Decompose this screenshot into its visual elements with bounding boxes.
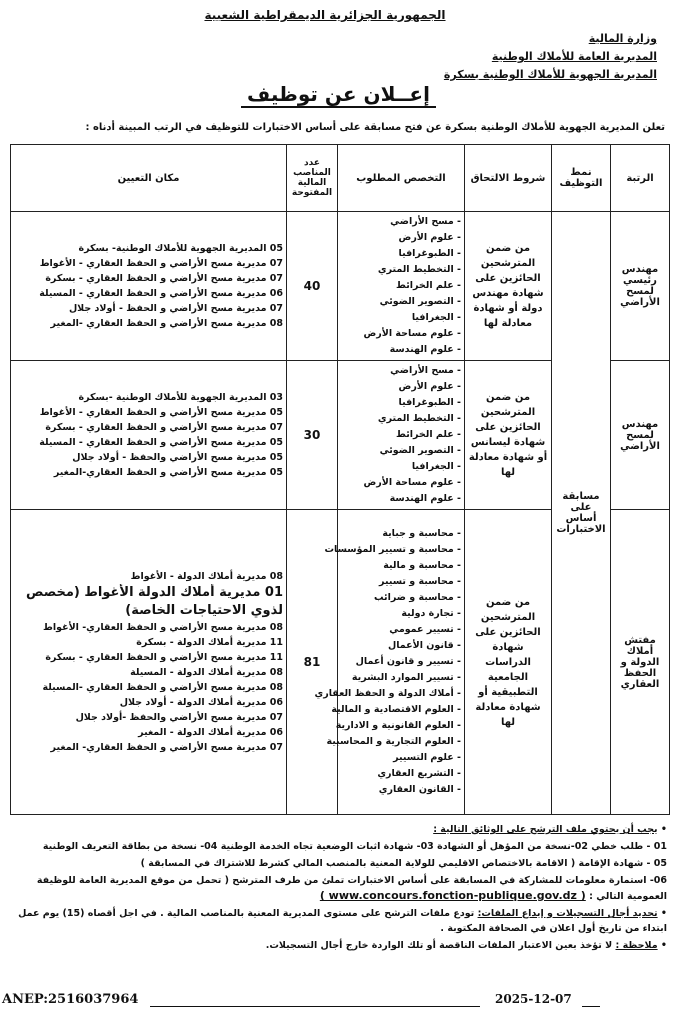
location-cell xyxy=(11,361,287,510)
specialty-item: - تسيير الموارد البشرية xyxy=(341,670,461,686)
specialty-item: - علوم الهندسة xyxy=(341,342,461,358)
positions-cell: 40 xyxy=(287,212,338,361)
specialty-item: - علم الخرائط xyxy=(341,427,461,443)
documents-item-1: 01 - طلب خطي 02-نسخة من المؤهل أو الشهادة 03- شهادة اثبات الوضعية تجاه الخدمة الوطنية 04- نسخة من بطاقة التعريف الوطنية xyxy=(42,841,667,852)
anep-reference: ANEP:2516037964 xyxy=(2,992,139,1007)
header-conditions: شروط الالتحاق xyxy=(465,145,552,212)
specialty-item: - التخطيط المتري xyxy=(341,411,461,427)
location-item: 05 مديرية مسح الأراضي و الحفظ العقاري - الأغواط xyxy=(39,407,283,418)
specialty-item: - أملاك الدولة و الحفظ العقاري xyxy=(341,686,461,702)
specialty-item: - التصوير الضوئي xyxy=(341,443,461,459)
location-item: 07 مديرية مسح الأراضي و الحفظ العقاري- المغير xyxy=(50,742,283,753)
intro-text: تعلن المديرية الجهوية للأملاك الوطنية بسكرة عن فتح مسابقة على أساس الاختبارات للتوظيف في الرتب المبينة أدناه : xyxy=(85,122,665,133)
publication-date: 2025-12-07 xyxy=(495,992,572,1006)
documents-item-2: 05 - شهادة الإقامة ( الاقامة بالاختصاص الاقليمي للولاية المعنية بالمنصب المالي كشرط للاشتراك في المسابقة ) xyxy=(140,858,667,869)
website-link[interactable]: ( www.concours.fonction-publique.gov.dz ) xyxy=(319,889,586,902)
specialty-item: - علوم الأرض xyxy=(341,230,461,246)
specialty-item: - تجارة دولية xyxy=(341,606,461,622)
specialty-item: - الجغرافيا xyxy=(341,310,461,326)
footer-divider xyxy=(150,1006,480,1007)
location-item: 05 مديرية مسح الأراضي و الحفظ العقاري-المغير xyxy=(53,467,283,478)
mode-cell: مسابقة على أساس الاختبارات xyxy=(552,212,611,815)
location-item: 11 مديرية مسح الأراضي و الحفظ العقاري - بسكرة xyxy=(45,652,283,663)
specialty-cell xyxy=(338,212,465,361)
specialty-item: - القانون العقاري xyxy=(341,782,461,798)
location-item: 03 المديرية الجهوية للأملاك الوطنية -بسكرة xyxy=(78,392,283,403)
specialty-item: - العلوم الاقتصادية و المالية xyxy=(341,702,461,718)
specialty-item: - مسح الأراضي xyxy=(341,214,461,230)
specialty-item: - تسيير و قانون أعمال xyxy=(341,654,461,670)
specialty-list xyxy=(341,214,461,358)
location-item: 07 مديرية مسح الأراضي والحفظ -أولاد جلال xyxy=(75,712,283,723)
location-item: 08 مديرية مسح الأراضي و الحفظ العقاري -المسيلة xyxy=(42,682,283,693)
specialty-item: - التخطيط المتري xyxy=(341,262,461,278)
specialty-item: - محاسبة و ضرائب xyxy=(341,590,461,606)
deadline-label: تحديد أجال التسجيلات و إيداع الملفات: xyxy=(477,908,658,919)
header-location: مكان التعيين xyxy=(11,145,287,212)
location-item: 06 مديرية أملاك الدولة - المغير xyxy=(138,727,283,738)
issuer-block xyxy=(397,30,657,84)
location-item: 07 مديرية مسح الأراضي و الحفظ العقاري - بسكرة xyxy=(45,422,283,433)
deadline-note xyxy=(10,906,667,936)
specialty-item: - مسح الأراضي xyxy=(341,363,461,379)
page-title-text: إعــلان عن توظيف xyxy=(241,82,436,108)
location-item: 06 مديرية أملاك الدولة - أولاد جلال xyxy=(119,697,283,708)
location-cell xyxy=(11,510,287,815)
positions-cell: 30 xyxy=(287,361,338,510)
documents-item-3 xyxy=(10,873,667,904)
specialty-item: - محاسبة و تسيير المؤسسات xyxy=(341,542,461,558)
rank-cell: مهندس رئيسي لمسح الأراضي xyxy=(611,212,670,361)
positions-cell: 81 xyxy=(287,510,338,815)
file-heading xyxy=(10,822,667,837)
conditions-cell: من ضمن المترشحين الحائزين على شهادة مهندس دولة أو شهادة معادلة لها xyxy=(465,212,552,361)
specialty-cell xyxy=(338,361,465,510)
footer xyxy=(0,990,677,1014)
footer-divider-short xyxy=(582,1006,600,1007)
location-item: 05 مديرية مسح الأراضي و الحفظ العقاري - المسيلة xyxy=(39,437,283,448)
conditions-cell: من ضمن المترشحين الحائزين على شهادة الدراسات الجامعية التطبيقية أو شهادة معادلة لها xyxy=(465,510,552,815)
file-heading-text: يجب أن يحتوي ملف الترشح على الوثائق التالية : xyxy=(433,824,658,835)
header-specialty: التخصص المطلوب xyxy=(338,145,465,212)
specialty-item: - التصوير الضوئي xyxy=(341,294,461,310)
remark-note xyxy=(10,938,667,953)
remark-text: لا تؤخذ بعين الاعتبار الملفات الناقصة أو تلك الواردة خارج أجال التسجيلات. xyxy=(265,940,613,951)
header-rank: الرتبة xyxy=(611,145,670,212)
documents-item-3-text: 06- استمارة معلومات للمشاركة في المسابقة على أساس الاختبارات تملئ من طرف المترشح ( تحمل من موقع المديرية العامة للوظيفة العمومية التالي : xyxy=(36,875,667,902)
location-item: 08 مديرية أملاك الدولة - الأغواط xyxy=(130,571,283,582)
specialty-item: - العلوم التجارية و المحاسبية xyxy=(341,734,461,750)
specialty-item: - الجغرافيا xyxy=(341,459,461,475)
location-item: 05 المديرية الجهوية للأملاك الوطنية- بسكرة xyxy=(78,243,283,254)
specialty-item: - علوم مساحة الأرض xyxy=(341,475,461,491)
page-title xyxy=(0,82,677,106)
specialty-item: - محاسبة و جباية xyxy=(341,526,461,542)
specialty-item: - علوم مساحة الأرض xyxy=(341,326,461,342)
location-item: 07 مديرية مسح الأراضي و الحفظ العقاري - بسكرة xyxy=(45,273,283,284)
rank-cell: مفتش أملاك الدولة و الحفظ العقاري xyxy=(611,510,670,815)
directorate-regional: المديرية الجهوية للأملاك الوطنية بسكرة xyxy=(443,68,657,81)
notes-section xyxy=(10,820,667,955)
specialty-item: - محاسبة و تسيير xyxy=(341,574,461,590)
specialty-item: - علوم التسيير xyxy=(341,750,461,766)
specialty-item: - محاسبة و مالية xyxy=(341,558,461,574)
header-positions: عدد المناصب المالية المفتوحة xyxy=(287,145,338,212)
recruitment-table xyxy=(10,144,670,815)
conditions-cell: من ضمن المترشحين الحائزين على شهادة ليسانس أو شهادة معادلة لها xyxy=(465,361,552,510)
specialty-item: - الطبوغرافيا xyxy=(341,395,461,411)
header-mode: نمط التوظيف xyxy=(552,145,611,212)
deadline-text: تودع ملفات الترشح على مستوى المديرية المعنية بالمناصب المالية . في اجل أقصاه (15) يوم عمل ابتداء من تاريخ أول اعلان في الصحافة المكتوبة . xyxy=(18,908,667,934)
location-item: 08 مديرية مسح الأراضي و الحفظ العقاري- الأغواط xyxy=(43,622,283,633)
specialty-list xyxy=(314,526,461,798)
table-row xyxy=(11,212,670,361)
rank-cell: مهندس لمسح الأراضي xyxy=(611,361,670,510)
location-item: 01 مديرية أملاك الدولة الأغواط (مخصص لذوي الاحتياجات الخاصة) xyxy=(25,585,283,618)
table-header-row xyxy=(11,145,670,212)
specialty-item: - التشريع العقاري xyxy=(341,766,461,782)
republic-header: الجمهورية الجزائرية الديمقراطية الشعبية xyxy=(204,8,446,22)
specialty-item: - تسيير عمومي xyxy=(341,622,461,638)
location-item: 06 مديرية مسح الأراضي و الحفظ العقاري - المسيلة xyxy=(39,288,283,299)
location-item: 07 مديرية مسح الأراضي و الحفظ - أولاد جلال xyxy=(68,303,283,314)
remark-label: ملاحظة : xyxy=(615,940,658,951)
location-item: 11 مديرية أملاك الدولة - بسكرة xyxy=(136,637,283,648)
specialty-list xyxy=(341,363,461,507)
location-item: 07 مديرية مسح الأراضي و الحفظ العقاري - الأغواط xyxy=(39,258,283,269)
location-item: 05 مديرية مسح الأراضي والحفظ - أولاد جلال xyxy=(72,452,283,463)
specialty-item: - الطبوغرافيا xyxy=(341,246,461,262)
location-cell xyxy=(11,212,287,361)
ministry-name: وزارة المالية xyxy=(588,32,657,45)
specialty-cell xyxy=(314,510,465,815)
directorate-general: المديرية العامة للأملاك الوطنية xyxy=(491,50,657,63)
specialty-item: - قانون الأعمال xyxy=(341,638,461,654)
specialty-item: - علوم الأرض xyxy=(341,379,461,395)
specialty-item: - علوم الهندسة xyxy=(341,491,461,507)
location-item: 08 مديرية مسح الأراضي و الحفظ العقاري -المغير xyxy=(50,318,283,329)
specialty-item: - علم الخرائط xyxy=(341,278,461,294)
specialty-item: - العلوم القانونية و الادارية xyxy=(341,718,461,734)
location-item: 08 مديرية أملاك الدولة - المسيلة xyxy=(130,667,283,678)
